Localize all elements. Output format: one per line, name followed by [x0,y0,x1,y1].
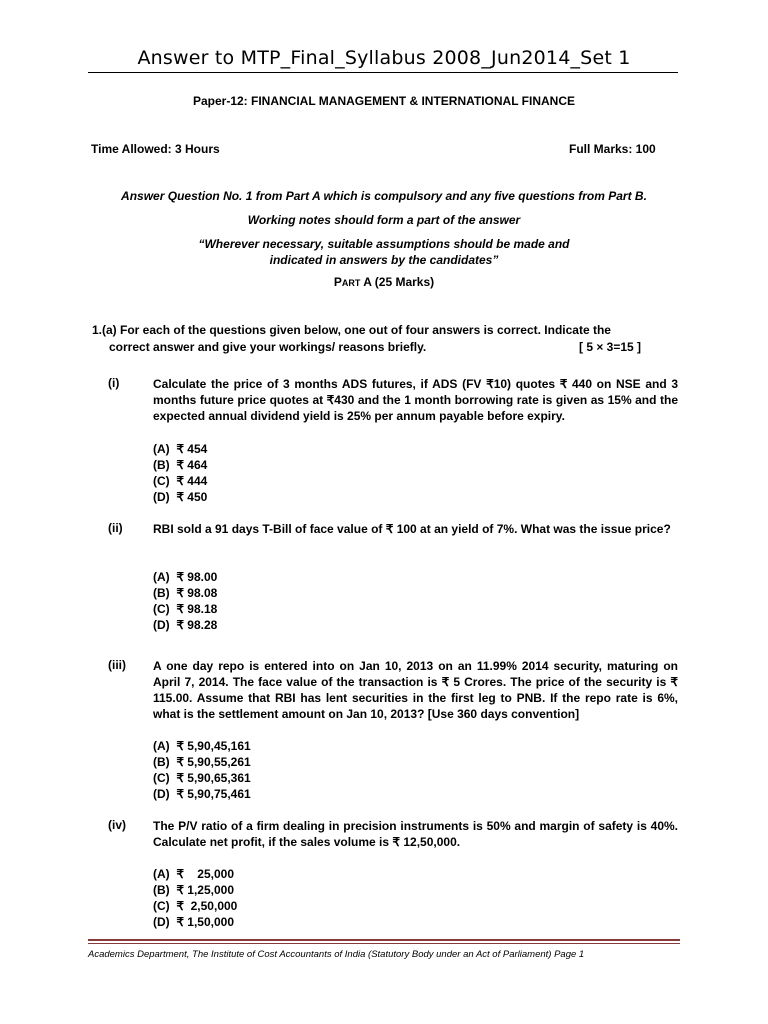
full-marks: Full Marks: 100 [569,142,656,156]
title-rule [88,72,678,73]
part-heading [0,275,768,289]
option: (A) ₹ 5,90,45,161 [153,739,251,753]
page-footer: Academics Department, The Institute of Cost Accountants of India (Statutory Body under an Act of Parliament) Page 1 [88,949,585,960]
question-1-marks: [ 5 × 3=15 ] [579,340,642,354]
page-title: Answer to MTP_Final_Syllabus 2008_Jun2014_Set 1 [137,47,631,69]
question-text: A one day repo is entered into on Jan 10, 2013 on an 11.99% 2014 security, maturing on April 7, 2014. The face value of the transaction is ₹ 5 Crores. The price of the security is ₹ 115.00. Assume that RBI has lent securities in the first leg to PNB. If the repo rate is 6%, what is the settlement amount on Jan 10, 2013? [Use 360 days convention] [153,659,678,721]
footer-rule-thick [88,939,680,941]
instruction-line-2: Working notes should form a part of the answer [247,213,521,227]
question-1-line-1: 1.(a) For each of the questions given below, one out of four answers is correct. Indicate the [92,323,611,337]
question-number: (i) [108,376,120,390]
question-1-line-2: correct answer and give your workings/ reasons briefly. [109,340,427,354]
question-number: (iv) [108,818,126,832]
question-number: (ii) [108,521,123,535]
option: (C) ₹ 444 [153,474,208,488]
option: (D) ₹ 450 [153,490,208,504]
option: (D) ₹ 98.28 [153,618,218,632]
options-list [153,866,237,930]
options-list [153,569,217,633]
option: (A) ₹ 454 [153,442,208,456]
option: (C) ₹ 98.18 [153,602,218,616]
question-text: Calculate the price of 3 months ADS futures, if ADS (FV ₹10) quotes ₹ 440 on NSE and 3 months future price quotes at ₹430 and the 1 month borrowing rate is given as 15% and the expected annual dividend yield is 25% per annum payable before expiry. [153,377,678,423]
option: (B) ₹ 98.08 [153,586,218,600]
instruction-line-1: Answer Question No. 1 from Part A which is compulsory and any five questions from Part B. [121,189,647,203]
footer-rule-thin [88,943,680,944]
option: (B) ₹ 1,25,000 [153,883,235,897]
question-text: The P/V ratio of a firm dealing in precision instruments is 50% and margin of safety is 40%. Calculate net profit, if the sales volume is ₹ 12,50,000. [153,819,678,849]
question-number: (iii) [108,658,126,672]
option: (D) ₹ 1,50,000 [153,915,235,929]
instruction-line-3a: “Wherever necessary, suitable assumptions should be made and [198,237,570,251]
question-text: RBI sold a 91 days T-Bill of face value of ₹ 100 at an yield of 7%. What was the issue price? [153,522,671,536]
options-list [153,441,207,505]
part-rest: A (25 Marks) [360,275,435,289]
options-list [153,738,251,802]
option: (C) ₹ 5,90,65,361 [153,771,251,785]
option: (B) ₹ 464 [153,458,208,472]
option: (D) ₹ 5,90,75,461 [153,787,251,801]
part-smallcaps: ART [341,278,361,288]
instruction-line-3b: indicated in answers by the candidates” [269,253,499,267]
option: (A) ₹ 98.00 [153,570,218,584]
option: (C) ₹ 2,50,000 [153,899,238,913]
paper-heading: Paper-12: FINANCIAL MANAGEMENT & INTERNATIONAL FINANCE [192,94,575,108]
question-1-intro [92,322,678,356]
option: (B) ₹ 5,90,55,261 [153,755,251,769]
instruction-line-3 [0,236,768,268]
part-initial: P [333,275,342,289]
time-allowed: Time Allowed: 3 Hours [91,142,220,156]
option: (A) ₹ 25,000 [153,867,234,881]
